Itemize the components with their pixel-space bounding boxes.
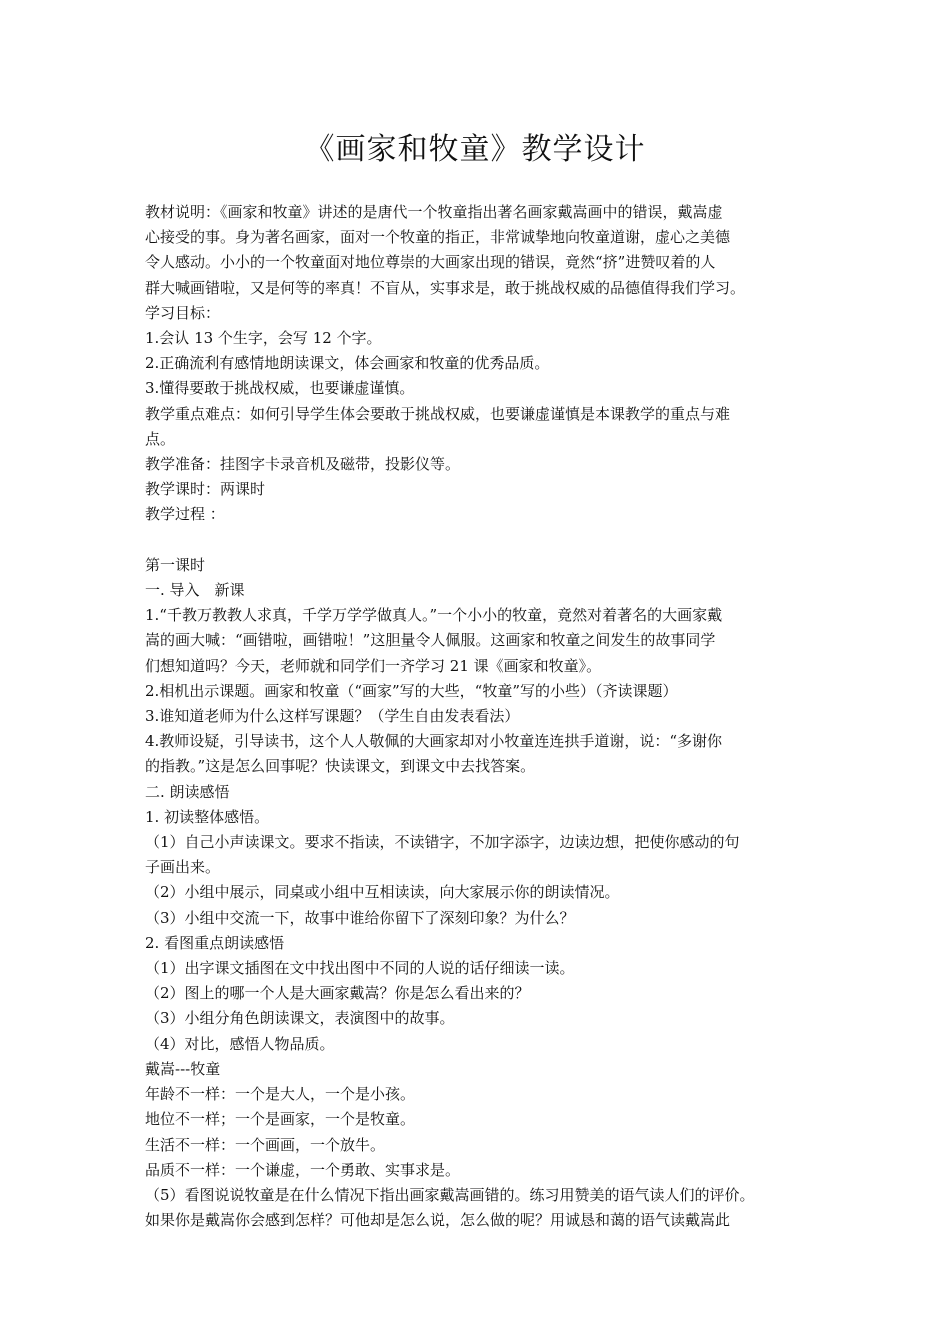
text-line: （3）小组中交流一下，故事中谁给你留下了深刻印象？为什么？ <box>145 908 575 927</box>
text-line: 年龄不一样：一个是大人，一个是小孩。 <box>145 1085 416 1104</box>
text-line: 4.教师设疑，引导读书，这个人人敬佩的大画家却对小牧童连连拱手道谢，说：“多谢你 <box>145 732 722 751</box>
text-line: 的指教。”这是怎么回事呢？快读课文，到课文中去找答案。 <box>145 757 536 776</box>
document-title: 《画家和牧童》教学设计 <box>304 132 646 167</box>
text-line: 2.正确流利有感情地朗读课文，体会画家和牧童的优秀品质。 <box>145 354 550 373</box>
text-line: 点。 <box>145 429 176 448</box>
text-line: 心接受的事。身为著名画家，面对一个牧童的指正，非常诚挚地向牧童道谢，虚心之美德 <box>145 228 731 247</box>
text-line: 学习目标： <box>145 303 221 322</box>
text-line: 二. 朗读感悟 <box>145 782 230 801</box>
text-line: 1.“千教万教教人求真，千学万学学做真人。”一个小小的牧童，竟然对着著名的大画家戴 <box>145 606 723 625</box>
text-line: 教学过程 ： <box>145 505 225 524</box>
text-line: 如果你是戴嵩你会感到怎样？可他却是怎么说，怎么做的呢？用诚恳和蔼的语气读戴嵩此 <box>145 1211 731 1230</box>
text-line: 3.谁知道老师为什么这样写课题？（学生自由发表看法） <box>145 707 520 726</box>
text-line: 品质不一样：一个谦虚，一个勇敢、实事求是。 <box>145 1160 461 1179</box>
text-line: 1.会认 13 个生字，会写 12 个字。 <box>145 329 382 348</box>
text-line: （3）小组分角色朗读课文，表演图中的故事。 <box>145 1009 455 1028</box>
text-line: （5）看图说说牧童是在什么情况下指出画家戴嵩画错的。练习用赞美的语气读人们的评价。 <box>145 1185 755 1204</box>
text-line: 教学重点难点：如何引导学生体会要敢于挑战权威，也要谦虚谨慎是本课教学的重点与难 <box>145 404 731 423</box>
text-line: （1）出字课文插图在文中找出图中不同的人说的话仔细读一读。 <box>145 959 575 978</box>
blank-line <box>145 528 820 553</box>
text-line: （2）小组中展示，同桌或小组中互相读读，向大家展示你的朗读情况。 <box>145 883 620 902</box>
text-line: 一. 导入 新课 <box>145 581 245 600</box>
text-line: 地位不一样；一个是画家，一个是牧童。 <box>145 1110 416 1129</box>
text-line: （2）图上的哪一个人是大画家戴嵩？你是怎么看出来的？ <box>145 984 530 1003</box>
text-line: （4）对比，感悟人物品质。 <box>145 1034 335 1053</box>
text-line: 2.相机出示课题。画家和牧童（“画家”写的大些，“牧童”写的小些）（齐读课题） <box>145 681 678 700</box>
text-line: 群大喊画错啦，又是何等的率真！不盲从，实事求是，敢于挑战权威的品德值得我们学习。 <box>145 278 746 297</box>
text-line: 戴嵩---牧童 <box>145 1059 221 1078</box>
text-line: 令人感动。小小的一个牧童面对地位尊崇的大画家出现的错误，竟然“挤”进赞叹着的人 <box>145 253 716 272</box>
text-line: 嵩的画大喊：“画错啦，画错啦！”这胆量令人佩服。这画家和牧童之间发生的故事同学 <box>145 631 716 650</box>
text-line: 子画出来。 <box>145 858 221 877</box>
text-line: 教学准备：挂图字卡录音机及磁带，投影仪等。 <box>145 455 461 474</box>
text-line: 教学课时：两课时 <box>145 480 266 499</box>
text-line: 3.懂得要敢于挑战权威，也要谦虚谨慎。 <box>145 379 415 398</box>
document-body <box>145 200 820 1233</box>
text-line: 2. 看图重点朗读感悟 <box>145 933 285 952</box>
text-line: 第一课时 <box>145 555 206 574</box>
text-line: （1）自己小声读课文。要求不指读，不读错字，不加字添字，边读边想，把使你感动的句 <box>145 833 740 852</box>
text-line: 教材说明：《画家和牧童》讲述的是唐代一个牧童指出著名画家戴嵩画中的错误，戴嵩虚 <box>145 203 723 221</box>
text-line: 们想知道吗？今天，老师就和同学们一齐学习 21 课《画家和牧童》。 <box>145 656 602 675</box>
text-line: 生活不一样：一个画画，一个放牛。 <box>145 1135 386 1154</box>
text-line: 1. 初读整体感悟。 <box>145 807 270 826</box>
